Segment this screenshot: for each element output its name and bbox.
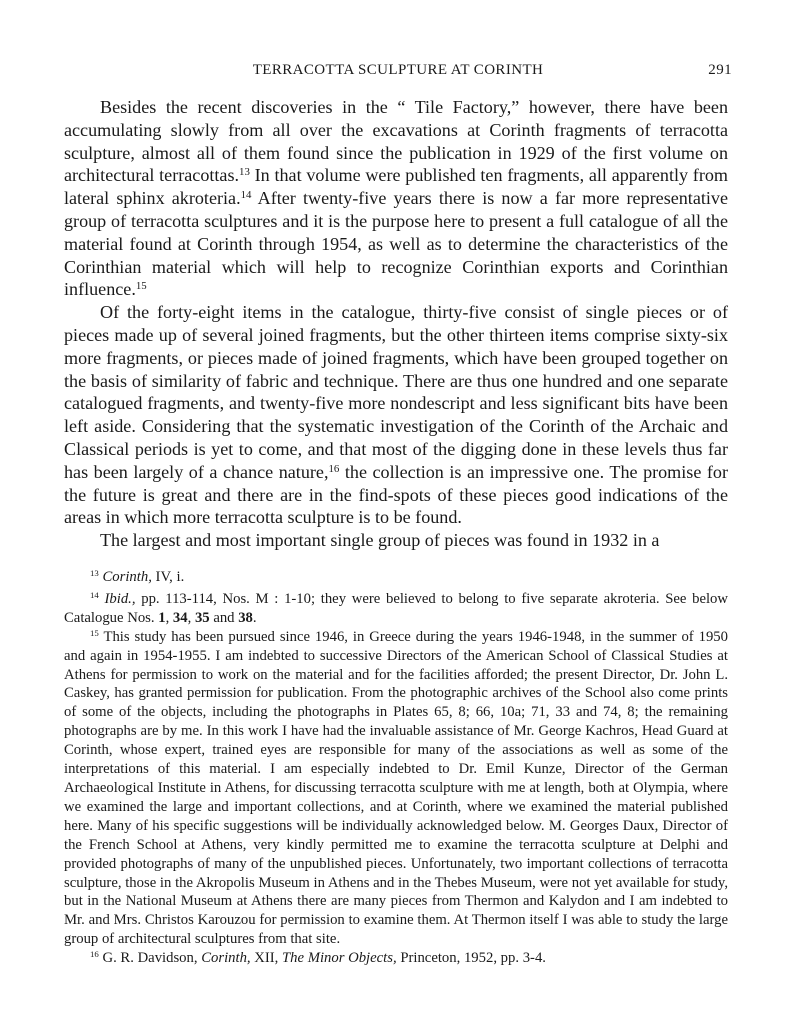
footnote-15-number: 15 [90,627,99,638]
footnote-15-text: This study has been pursued since 1946, in Greece during the years 1946-1948, in the summer of 1950 and again in 1954-1955. I am indebted to successive Directors of the American School of Classical Studies at Athens for permission to work on the material and for the facilities afforded; the present Director, Dr. John L. Caskey, has granted permission for publication. From the photographic archives of the School also come prints of some of the objects, including the photographs in Plates 65, 8; 66, 10a; 71, 33 and 74, 8; the remaining photographs are by me. In this work I have had the invaluable assistance of Mr. George Kachros, Head Guard at Corinth, whose expert, trained eyes are responsible for many of the associations as well as some of the interpretations of this material. I am especially indebted to Dr. Emil Kunze, Director of the German Archaeological Institute in Athens, for discussing terracotta sculpture with me at length, both at Olympia, where we examined the large and important collections, and at Corinth, where we examined the material published here. Many of his specific suggestions will be individually acknowledged below. M. Georges Daux, Director of the French School at Athens, very kindly permitted me to examine the terracotta sculpture at Delphi and provided photographs of many of the unpublished pieces. Unfortunately, two important collections of terracotta sculpture, those in the Akropolis Museum in Athens and in the Thebes Museum, were not yet available for study, but in the National Museum at Athens there are many pieces from Thermon and Kalydon and I am indebted to Mr. and Mrs. Christos Karouzou for permission to examine them. At Thermon itself I was able to study the large group of architectural sculptures from that site. [64,628,728,948]
running-header [64,62,732,82]
footnote-16-imprint: Princeton, 1952, pp. 3-4. [396,950,546,967]
catalogue-number-34: 34 [172,609,188,626]
paragraph-3: The largest and most important single group of pieces was found in 1932 in a [100,530,660,551]
footnote-ref-13: 13 [239,166,250,179]
footnote-14-sep-3: and [209,609,239,626]
footnote-14-number: 14 [90,590,99,601]
footnote-16-volume: XII, [250,950,283,967]
footnote-14 [64,590,728,628]
footnote-ref-15: 15 [135,280,147,293]
footnote-16 [64,949,728,968]
footnote-14-text-a: pp. 113-114, Nos. M : 1-10; they were believed to belong to five separate akroteria. See below Catalogue Nos. [64,590,728,626]
footnote-ref-16: 16 [328,462,340,475]
p2-text-a: Of the forty-eight items in the catalogue, thirty-five consist of single pieces or of pieces made up of several joined fragments, but the other thirteen items comprise sixty-six more fragments, or pieces made of joined fragments, which have been grouped together on the basis of similarity of fabric and technique. There are thus one hundred and one separate catalogued fragments, and twenty-five more nondescript and less significant bits have been left aside. Considering that the systematic investigation of the Corinth of the Archaic and Classical periods is yet to come, and that most of the digging done in these levels thus far has been largely of a chance nature, [64,302,728,482]
main-text [64,96,728,552]
page-number: 291 [708,62,732,78]
footnote-16-book-title: The Minor Objects, [282,950,397,967]
footnote-15 [64,628,728,949]
p2-text-b: the collection is an impressive one. The promise for the future is great and there are in the find-spots of these pieces good indications of the areas in which more terracotta sculpture is to be found. [64,461,728,528]
footnote-14-end: . [252,609,257,626]
footnote-13-title: Corinth, [102,569,152,585]
catalogue-number-35: 35 [194,609,210,626]
footnote-16-author: G. R. Davidson, [102,950,202,967]
paragraph-2 [64,301,728,529]
running-title: TERRACOTTA SCULPTURE AT CORINTH [252,62,544,78]
paragraph-1 [64,96,728,301]
p1-text-a: Besides the recent discoveries in the “ Tile Factory,” however, there have been accumulating slowly from all over the excavations at Corinth fragments of terracotta sculpture, almost all of them found since the publication in 1929 of the first volume on architectural terracottas. [64,97,728,186]
footnote-16-series: Corinth, [201,950,251,967]
footnote-16-number: 16 [90,949,99,960]
footnotes [64,568,728,968]
footnote-14-sep-1: , [165,609,173,626]
footnote-14-sep-2: , [187,609,195,626]
footnote-13-number: 13 [90,568,99,579]
catalogue-number-38: 38 [238,609,253,626]
footnote-13 [64,568,728,590]
footnote-14-ibid: Ibid., [104,590,136,607]
p1-text-c: After twenty-five years there is now a far more representative group of terracotta sculptures and it is the purpose here to present a full catalogue of all the material found at Corinth through 1954, as well as to determine the characteristics of the Corinthian material which will help to recognize Corinthian exports and Corinthian influence. [64,188,728,300]
footnote-ref-14: 14 [240,189,252,202]
catalogue-number-1: 1 [158,609,166,626]
footnote-13-text: IV, i. [151,569,185,585]
p1-text-b: In that volume were published ten fragments, all apparently from lateral sphinx akroteria. [64,165,728,209]
